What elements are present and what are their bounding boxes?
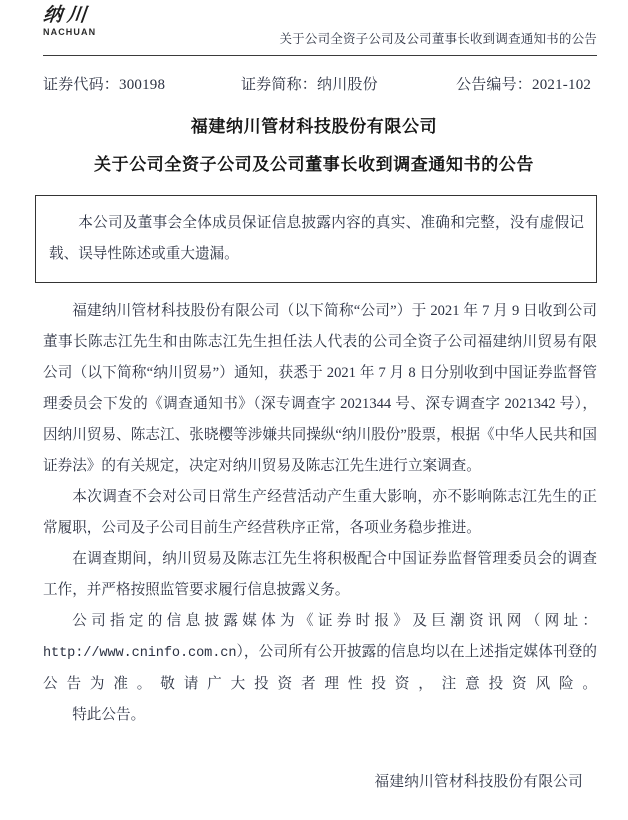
disclaimer-box [35, 195, 597, 283]
page-title-subject: 关于公司全资子公司及公司董事长收到调查通知书的公告 [94, 154, 534, 174]
body-paragraph-1: 福建纳川管材科技股份有限公司（以下简称“公司”）于 2021 年 7 月 9 日收到公司董事长陈志江先生和由陈志江先生担任法人代表的公司全资子公司福建纳川贸易有限公司（以下简称“纳川贸易”）通知，获悉于 2021 年 7 月 8 日分别收到中国证券监督管理委员会下发的《调查通知书》（深专调查字 2021344 号、深专调查字 2021342 号），因纳川贸易、陈志江、张晓樱等涉嫌共同操纵“纳川股份”股票，根据《中华人民共和国证券法》的有关规定，决定对纳川贸易及陈志江先生进行立案调查。 [43, 303, 597, 474]
disclaimer-text: 本公司及董事会全体成员保证信息披露内容的真实、准确和完整，没有虚假记载、误导性陈述或重大遗漏。 [49, 215, 584, 262]
logo-latin-text: NACHUAN [43, 26, 97, 37]
body-paragraph-4 [43, 606, 597, 700]
security-short-name: 证券简称：纳川股份 [241, 77, 378, 93]
body-paragraph-3: 在调查期间，纳川贸易及陈志江先生将积极配合中国证券监督管理委员会的调查工作，并严格按照监管要求履行信息披露义务。 [43, 551, 597, 598]
page-title-company: 福建纳川管材科技股份有限公司 [190, 117, 438, 136]
announcement-number: 公告编号：2021-102 [456, 77, 592, 93]
signature-company: 福建纳川管材科技股份有限公司 [374, 774, 583, 790]
security-code: 证券代码：300198 [43, 77, 166, 93]
announcement-body [43, 296, 597, 731]
disclosure-media-lead: 公司指定的信息披露媒体为《证券时报》及巨潮资讯网（网址： [72, 613, 597, 629]
letterhead-divider [43, 55, 597, 56]
cninfo-url: http://www.cninfo.com.cn [43, 646, 237, 661]
logo-mark-text: 纳川 [41, 4, 93, 26]
body-paragraph-5: 特此公告。 [72, 707, 146, 723]
company-logo [43, 6, 153, 37]
body-paragraph-2: 本次调查不会对公司日常生产经营活动产生重大影响，亦不影响陈志江先生的正常履职，公司及子公司目前生产经营秩序正常，各项业务稳步推进。 [43, 489, 597, 536]
letterhead [43, 0, 597, 56]
disclosure-media-tail: ），公司所有公开披露的信息均以在上述指定媒体刊登的公告为准。敬请广大投资者理性投资，注意投资风险。 [43, 644, 597, 692]
security-meta-row [43, 73, 597, 94]
running-header-title: 关于公司全资子公司及公司董事长收到调查通知书的公告 [279, 32, 597, 46]
